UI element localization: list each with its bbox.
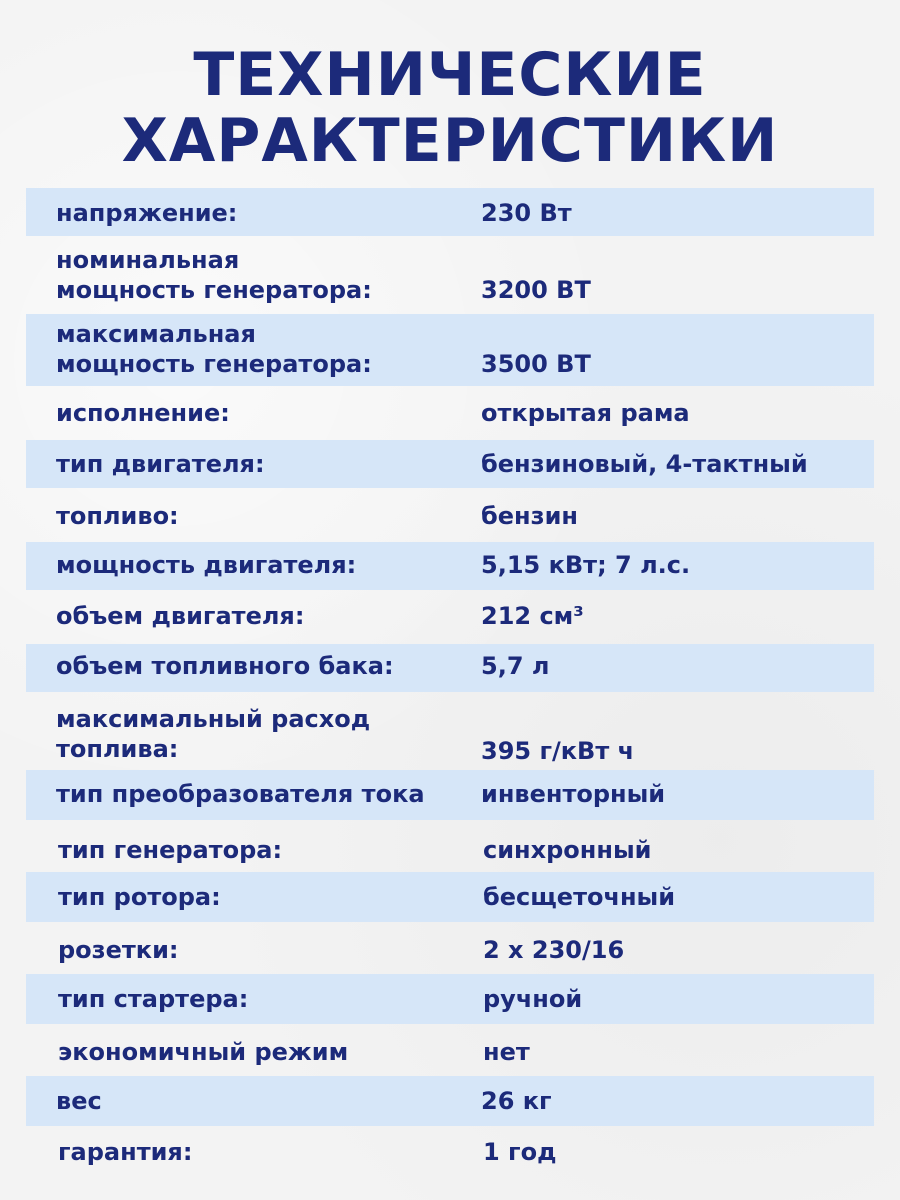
spec-row [26, 390, 874, 436]
spec-label: гарантия: [58, 1138, 193, 1166]
spec-value: синхронный [483, 836, 652, 864]
spec-value: нет [483, 1038, 530, 1066]
spec-label: тип преобразователя тока [56, 780, 425, 808]
spec-label: номинальная мощность генератора: [56, 246, 372, 304]
spec-row [26, 696, 874, 768]
spec-row [26, 1076, 874, 1126]
spec-row [26, 872, 874, 922]
spec-value: 5,15 кВт; 7 л.с. [481, 551, 691, 579]
spec-label: экономичный режим [58, 1038, 349, 1066]
spec-value: 5,7 л [481, 652, 550, 680]
spec-label: тип ротора: [58, 883, 221, 911]
spec-row [26, 1130, 874, 1178]
spec-label: мощность двигателя: [56, 551, 357, 579]
spec-label: исполнение: [56, 399, 230, 427]
spec-value: инвенторный [481, 780, 666, 808]
spec-value: ручной [483, 985, 583, 1013]
spec-row [26, 974, 874, 1024]
spec-row [26, 242, 874, 312]
spec-row [26, 492, 874, 538]
spec-row [26, 440, 874, 488]
spec-label: тип двигателя: [56, 450, 265, 478]
spec-label: объем топливного бака: [56, 652, 394, 680]
spec-label: объем двигателя: [56, 602, 305, 630]
spec-row [26, 926, 874, 974]
spec-label: вес [56, 1087, 102, 1115]
spec-value: 3500 ВТ [481, 350, 591, 378]
spec-row [26, 594, 874, 640]
spec-row [26, 542, 874, 590]
spec-label: топливо: [56, 502, 179, 530]
spec-value: 230 Вт [481, 199, 572, 227]
spec-row [26, 314, 874, 386]
spec-label: напряжение: [56, 199, 238, 227]
spec-value: бензин [481, 502, 578, 530]
page-title-line-2: ХАРАКТЕРИСТИКИ [121, 106, 779, 176]
spec-value: бесщеточный [483, 883, 676, 911]
spec-label: тип стартера: [58, 985, 249, 1013]
spec-row [26, 644, 874, 692]
spec-value: 26 кг [481, 1087, 552, 1115]
spec-value: 1 год [483, 1138, 557, 1166]
page-title [0, 42, 900, 174]
spec-value: открытая рама [481, 399, 690, 427]
spec-value: бензиновый, 4-тактный [481, 450, 808, 478]
spec-row [26, 826, 874, 872]
spec-label: максимальный расход топлива: [56, 705, 371, 763]
spec-row [26, 188, 874, 236]
spec-value: 3200 ВТ [481, 276, 591, 304]
page-title-line-1: ТЕХНИЧЕСКИЕ [193, 40, 707, 110]
spec-value: 2 х 230/16 [483, 936, 625, 964]
spec-row [26, 1028, 874, 1076]
spec-value: 212 см³ [481, 602, 584, 630]
spec-label: максимальная мощность генератора: [56, 320, 372, 378]
spec-value: 395 г/кВт ч [481, 737, 635, 765]
spec-row [26, 770, 874, 820]
spec-label: тип генератора: [58, 836, 283, 864]
spec-label: розетки: [58, 936, 179, 964]
